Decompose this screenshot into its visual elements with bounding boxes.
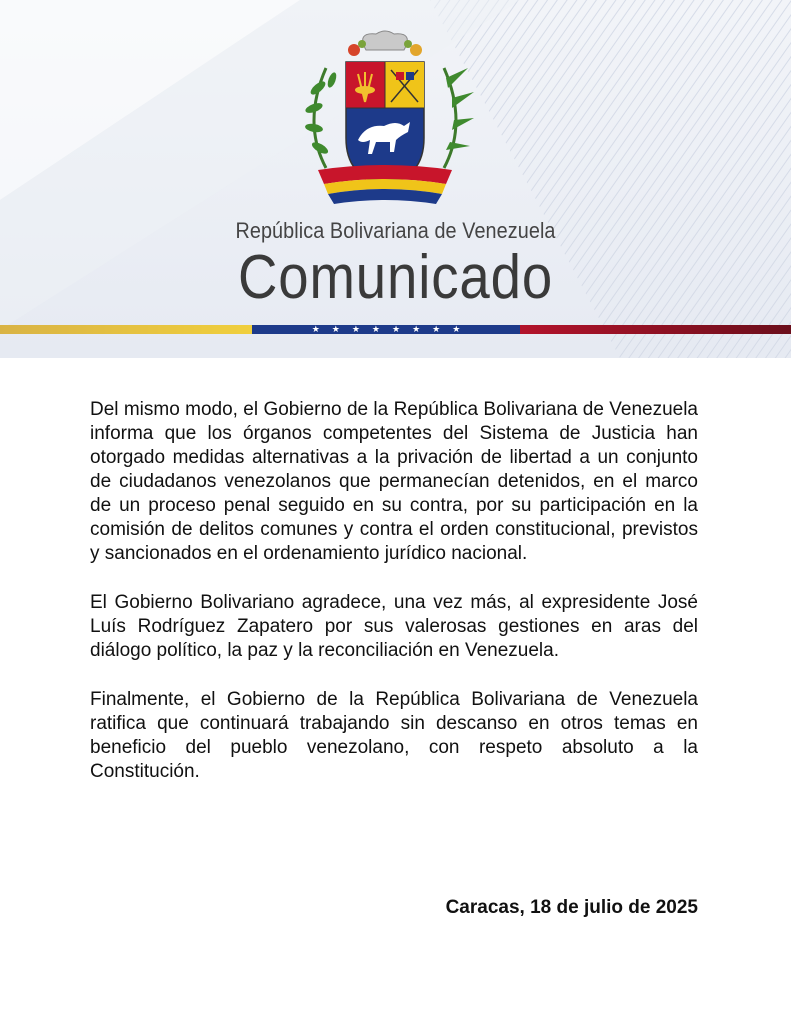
- flag-stripe-yellow: [0, 325, 252, 334]
- star-icon: ★: [432, 324, 441, 334]
- place-and-date: Caracas, 18 de julio de 2025: [445, 897, 698, 918]
- paragraph-1: Del mismo modo, el Gobierno de la República Bolivariana de Venezuela informa que los órganos competentes del Sistema de Justicia han otorgado medidas alternativas a la privación de libertad a un conjunto de ciudadanos venezolanos que permanecían detenidos, en el marco de un proceso penal seguido en su contra, por su participación en la comisión de delitos comunes y contra el orden constitucional, previstos y sancionados en el ordenamiento jurídico nacional.: [90, 399, 698, 564]
- star-icon: ★: [412, 324, 421, 334]
- page-title: Comunicado: [237, 243, 554, 312]
- paragraph-3: Finalmente, el Gobierno de la República Bolivariana de Venezuela ratifica que continuará trabajando sin descanso en otros temas en beneficio del pueblo venezolano, con respeto absoluto a la Constitución.: [90, 689, 698, 782]
- flag-stars: [252, 323, 520, 335]
- paragraph-2: El Gobierno Bolivariano agradece, una vez más, al expresidente José Luís Rodríguez Zapatero por sus valerosas gestiones en aras del diálogo político, la paz y la reconciliación en Venezuela.: [90, 592, 698, 661]
- star-icon: ★: [392, 324, 401, 334]
- letterhead: [0, 0, 791, 358]
- republic-name: República Bolivariana de Venezuela: [235, 218, 556, 243]
- flag-stripe-red: [520, 325, 791, 334]
- star-icon: ★: [452, 324, 461, 334]
- star-icon: ★: [371, 324, 380, 334]
- star-icon: ★: [331, 324, 340, 334]
- star-icon: ★: [311, 324, 320, 334]
- star-icon: ★: [351, 324, 360, 334]
- coat-of-arms-emblem: [296, 28, 474, 210]
- communique-body: [90, 398, 698, 809]
